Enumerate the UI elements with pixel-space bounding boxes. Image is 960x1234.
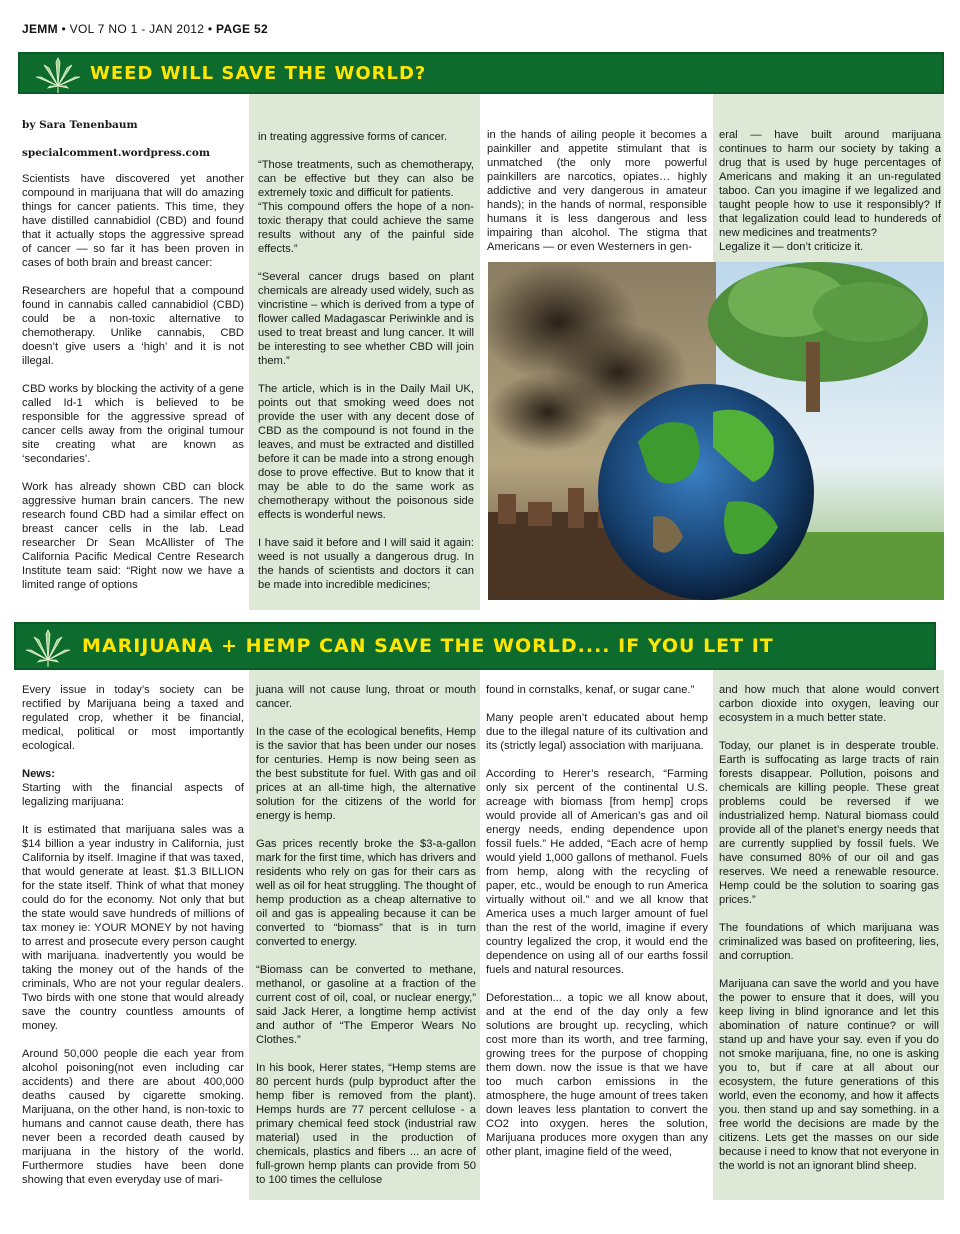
paragraph: According to Herer’s research, “Farming only six percent of the continental U.S. acreage with biomass [from hemp] crops would provide all of American’s gas and oil energy needs, ending dependence upon fossil fuels.” He added, “Each acre of hemp would yield 1,000 gallons of methanol. Fuels from hemp, along with the recycling of paper, etc., would be enough to run America virtually without oil.” and we all know that America uses a much larger amount of fuel than the rest of the world, imagine if every country legalized the crop, it would end the dependence on using all of our earths fossil fuels and natural resources. — [486, 768, 708, 976]
page-folio: JEMM • VOL 7 NO 1 - JAN 2012 • PAGE 52 — [22, 22, 268, 36]
paragraph: Gas prices recently broke the $3-a-gallon mark for the first time, which has drivers and residents who rely on gas for their cars as well as oil for heat struggling. The thought of hemp production as a cheap alternative to oil and gas is appealing because it can be converted to “biomass” that is in turn converted to energy. — [256, 838, 476, 948]
article2-col4 — [713, 670, 944, 1200]
paragraph: juana will not cause lung, throat or mouth cancer. — [256, 684, 476, 710]
byline-site: specialcomment.wordpress.com — [22, 147, 211, 159]
magazine-name: JEMM — [22, 22, 58, 36]
article1-col4 — [713, 94, 944, 262]
article1-col1 — [18, 118, 248, 606]
page-number: PAGE 52 — [216, 22, 268, 36]
paragraph: It is estimated that marijuana sales was a $14 billion a year industry in California, just California by itself. Imagine if that was taxed, that would generate at least. $1.3 BILLION for the state itself. Think of what that money could do for the economy. Not only that but the state would save hundreds of millions of tax money ie: YOUR MONEY by not having to arrest and prosecute every person caught with marijuana. inadvertently you would be taking the money out of the hands of the criminals, Who are not your regular dealers. Two birds with one stone that would already save the country countless amounts of money. — [22, 824, 244, 1032]
cannabis-leaf-icon — [34, 56, 82, 94]
paragraph: Today, our planet is in desperate trouble. Earth is suffocating as large tracts of rain forests disappear. Pollution, poisons and chemicals are killing people. These great problems could be reversed if we industrialized hemp. Natural biomass could provide all of the planet’s energy needs that are currently supplied by fossil fuels. We have consumed 80% of our oil and gas reserves. We need a renewable resource. Hemp could be the solution to soaring gas prices.” — [719, 740, 939, 906]
paragraph: Work has already shown CBD can block aggressive human brain cancers. The new research found CBD had a similar effect on breast cancer cells in the lab. Lead researcher Dr Sean McAllister of The California Pacific Medical Centre Research Institute team said: “Right now we have a limited range of options — [22, 481, 244, 591]
article2-col2 — [249, 670, 480, 1200]
paragraph: Every issue in today’s society can be rectified by Marijuana being a taxed and regulated crop, whether it be financial, medical, political or most importantly ecological. — [22, 684, 244, 752]
earth-illustration — [488, 262, 944, 600]
article2-title: MARIJUANA + HEMP CAN SAVE THE WORLD.... IF YOU LET IT — [82, 635, 774, 657]
paragraph: CBD works by blocking the activity of a gene called Id-1 which is believed to be responsible for the aggressive spread of cancer cells away from the original tumour site creating what are known as ‘secondaries’. — [22, 383, 244, 465]
paragraph: Scientists have discovered yet another compound in marijuana that will do amazing things for cancer patients. This time, they have distilled cannabidiol (CBD) and found that it actually stops the aggressive spread of cancer — so far it has been proven in cases of both brain and breast cancer: — [22, 173, 244, 269]
paragraph: Starting with the financial aspects of legalizing marijuana: — [22, 782, 244, 808]
news-label: News: — [22, 768, 55, 780]
paragraph: found in cornstalks, kenaf, or sugar cane.” — [486, 684, 695, 696]
paragraph: In the case of the ecological benefits, Hemp is the savior that has been under our noses for centuries. Hemp is now being seen as the best substitute for fuel. With gas and oil prices at an all-time high, the alternative solution for the citizens of the world for energy is hemp. — [256, 726, 476, 822]
paragraph: “Biomass can be converted to methane, methanol, or gasoline at a fraction of the current cost of oil, coal, or nuclear energy,” said Jack Herer, a longtime hemp activist and author of “The Emperor Wears No Clothes.” — [256, 964, 476, 1046]
paragraph: in the hands of ailing people it becomes a painkiller and appetite stimulant that is unmatched (the only more powerful painkillers are narcotics, opiates… highly addictive and very dangerous in amateur hands); in the hands of normal, responsible humans it is less dangerous and less impairing than alcohol. The stigma that Americans — or even Westerners in gen- — [487, 129, 707, 253]
article2-col3 — [482, 683, 712, 1173]
paragraph: “Several cancer drugs based on plant chemicals are already used widely, such as vincristine – which is derived from a type of flower called Madagascar Periwinkle and is used to treat breast and lung cancer. It will be interesting to see whether CBD will join them.” — [258, 271, 474, 367]
article2-col1 — [18, 683, 248, 1201]
paragraph: Deforestation... a topic we all know about, and at the end of the day only a few solutions are brought up. recycling, which cost more than its worth, and tree farming, growing trees for the purpose of chopping them down. now the issue is that we have too much carbon emissions in the atmosphere, the huge amount of trees taken down leaves less plantation to convert the CO2 into oxygen. heres the solution, Marijuana produces more oxygen than any other plant, imagine field of the weed, — [486, 992, 708, 1158]
paragraph: Researchers are hopeful that a compound found in cannabis called cannabidiol (CBD) could be a non-toxic alternative to chemotherapy. Unlike cannabis, CBD doesn’t give users a ‘high’ and it is not illegal. — [22, 285, 244, 367]
article1-banner — [18, 52, 944, 94]
paragraph: The foundations of which marijuana was criminalized was based on profiteering, lies, and corruption. — [719, 922, 939, 962]
paragraph: Around 50,000 people die each year from alcohol poisoning(not even including car accidents) and there are about 400,000 deaths caused by cigarette smoking. Marijuana, on the other hand, is non-toxic to humans and cannot cause death, there has never been a recorded death caused by marijuana in the history of the world. Furthermore studies have been done showing that even everyday use of mari- — [22, 1048, 244, 1186]
paragraph: In his book, Herer states, “Hemp stems are 80 percent hurds (pulp byproduct after the hemp fiber is removed from the plant). Hemps hurds are 77 percent cellulose - a primary chemical feed stock (industrial raw material) used in the production of chemicals, plastics and fibers ... an acre of full-grown hemp plants can provide from 50 to 100 times the cellulose — [256, 1062, 476, 1186]
issue-info: VOL 7 NO 1 - JAN 2012 — [69, 22, 205, 36]
article2-banner — [14, 622, 936, 670]
paragraph: and how much that alone would convert carbon dioxide into oxygen, leaving our ecosystem in a much better state. — [719, 684, 939, 724]
article1-col3 — [482, 128, 712, 268]
paragraph: Marijuana can save the world and you have the power to ensure that it does, will you keep living in blind ignorance and let this abomination of nature continue? or will stand up and have your say. even if you do not smoke marijuana, fine, no one is asking you to, but if care at all about our ecosystem, the future generations of this world, even the economy, and how it affects you. then stand up and say something. in a free world the decisions are made by the citizens. Lets get the masses on our side because i need to know that not everyone in the world is not an ignorant blind sheep. — [719, 978, 939, 1172]
paragraph: I have said it before and I will said it again: weed is not usually a dangerous drug. In the hands of scientists and doctors it can be made into incredible medicines; — [258, 537, 474, 591]
paragraph: eral — have built around marijuana continues to harm our society by taking a drug that is used by huge percentages of Americans and making it an un-regulated taboo. Can you imagine if we legalized and taught people how to use it responsibly? If that legalization could lead to hundereds of new medicines and treatments? Legalize it — don’t criticize it. — [719, 129, 941, 253]
article1-col2 — [249, 94, 480, 610]
paragraph: in treating aggressive forms of cancer. — [258, 131, 448, 143]
paragraph: “Those treatments, such as chemotherapy, can be effective but they can also be extremely toxic and difficult for patients. “This compound offers the hope of a non-toxic therapy that could achieve the same results without any of the painful side effects.” — [258, 159, 474, 255]
paragraph: The article, which is in the Daily Mail UK, points out that smoking weed does not provide the user with any decent dose of CBD as the compound is not found in the leaves, and must be extracted and distilled before it can be made into a strong enough dose to prove effective. But to know that it may be able to do the same work as chemotherapy without the poisonous side effects is wonderful news. — [258, 383, 474, 521]
cannabis-leaf-icon — [24, 628, 72, 668]
byline: by Sara Tenenbaum — [22, 119, 138, 131]
article1-title: WEED WILL SAVE THE WORLD? — [90, 63, 427, 84]
paragraph: Many people aren’t educated about hemp due to the illegal nature of its cultivation and its (strictly legal) association with marijuana. — [486, 712, 708, 752]
